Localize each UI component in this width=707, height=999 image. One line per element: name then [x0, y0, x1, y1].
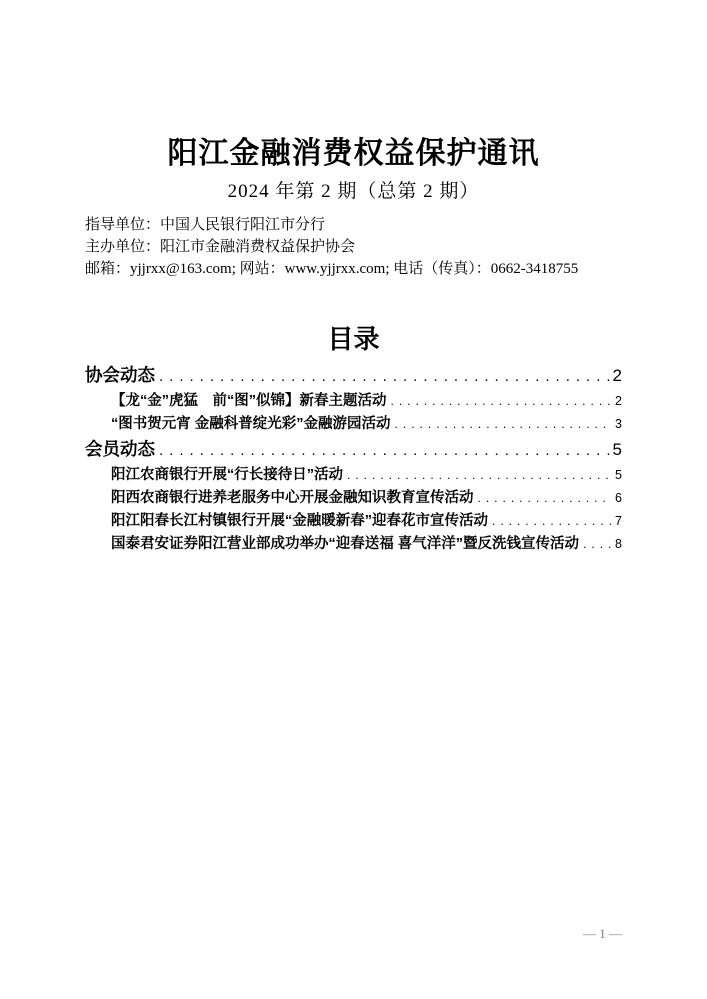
toc-entry-page-number: 3: [615, 417, 622, 431]
toc-leader-dots: [583, 533, 612, 556]
toc-leader-dots: [347, 464, 612, 487]
toc-entry-page-number: 2: [615, 394, 622, 408]
toc-entry-title: 阳江农商银行开展“行长接待日”活动: [111, 467, 343, 483]
toc-entry[interactable]: [85, 413, 622, 436]
toc-entry[interactable]: [85, 362, 622, 390]
guidance-unit-line: 指导单位：中国人民银行阳江市分行: [85, 217, 326, 233]
toc-entry-page-number: 5: [612, 440, 622, 459]
page-number: — 1 —: [583, 926, 622, 941]
toc-entry[interactable]: [85, 510, 622, 533]
issue-line: 2024 年第 2 期（总第 2 期）: [227, 181, 480, 202]
toc-entry-title: 阳西农商银行进养老服务中心开展金融知识教育宣传活动: [111, 490, 474, 506]
toc-leader-dots: [478, 487, 613, 510]
toc-entry[interactable]: [85, 464, 622, 487]
toc-list: [85, 362, 622, 556]
toc-leader-dots: [159, 364, 610, 390]
toc-leader-dots: [395, 413, 613, 436]
toc-entry-page-number: 6: [615, 491, 622, 505]
document-title: 阳江金融消费权益保护通讯: [167, 137, 540, 170]
toc-title: 目录: [327, 324, 380, 354]
toc-entry-page-number: 8: [615, 537, 622, 551]
toc-entry-title: 国泰君安证券阳江营业部成功举办“迎春送福 喜气洋洋”暨反洗钱宣传活动: [111, 536, 580, 552]
contact-line: 邮箱：yjjrxx@163.com; 网站：www.yjjrxx.com; 电话（传真）：0662-3418755: [85, 261, 579, 277]
toc-entry-title: 会员动态: [85, 439, 155, 459]
toc-leader-dots: [492, 510, 612, 533]
publication-info: [85, 214, 622, 280]
toc-leader-dots: [391, 390, 613, 413]
toc-entry-page-number: 7: [615, 514, 622, 528]
toc-entry-title: 协会动态: [85, 365, 155, 385]
toc-entry[interactable]: [85, 390, 622, 413]
toc-entry-title: 阳江阳春长江村镇银行开展“金融暖新春”迎春花市宣传活动: [111, 513, 488, 529]
toc-entry-title: 【龙“金”虎猛 前“图”似锦】新春主题活动: [111, 393, 387, 409]
toc-entry-page-number: 5: [615, 468, 622, 482]
toc-entry[interactable]: [85, 533, 622, 556]
toc-entry[interactable]: [85, 487, 622, 510]
toc-entry-title: “图书贺元宵 金融科普绽光彩”金融游园活动: [111, 416, 391, 432]
organizer-unit-line: 主办单位：阳江市金融消费权益保护协会: [85, 239, 356, 255]
toc-leader-dots: [159, 438, 610, 464]
toc-entry-page-number: 2: [612, 366, 622, 385]
toc-entry[interactable]: [85, 436, 622, 464]
